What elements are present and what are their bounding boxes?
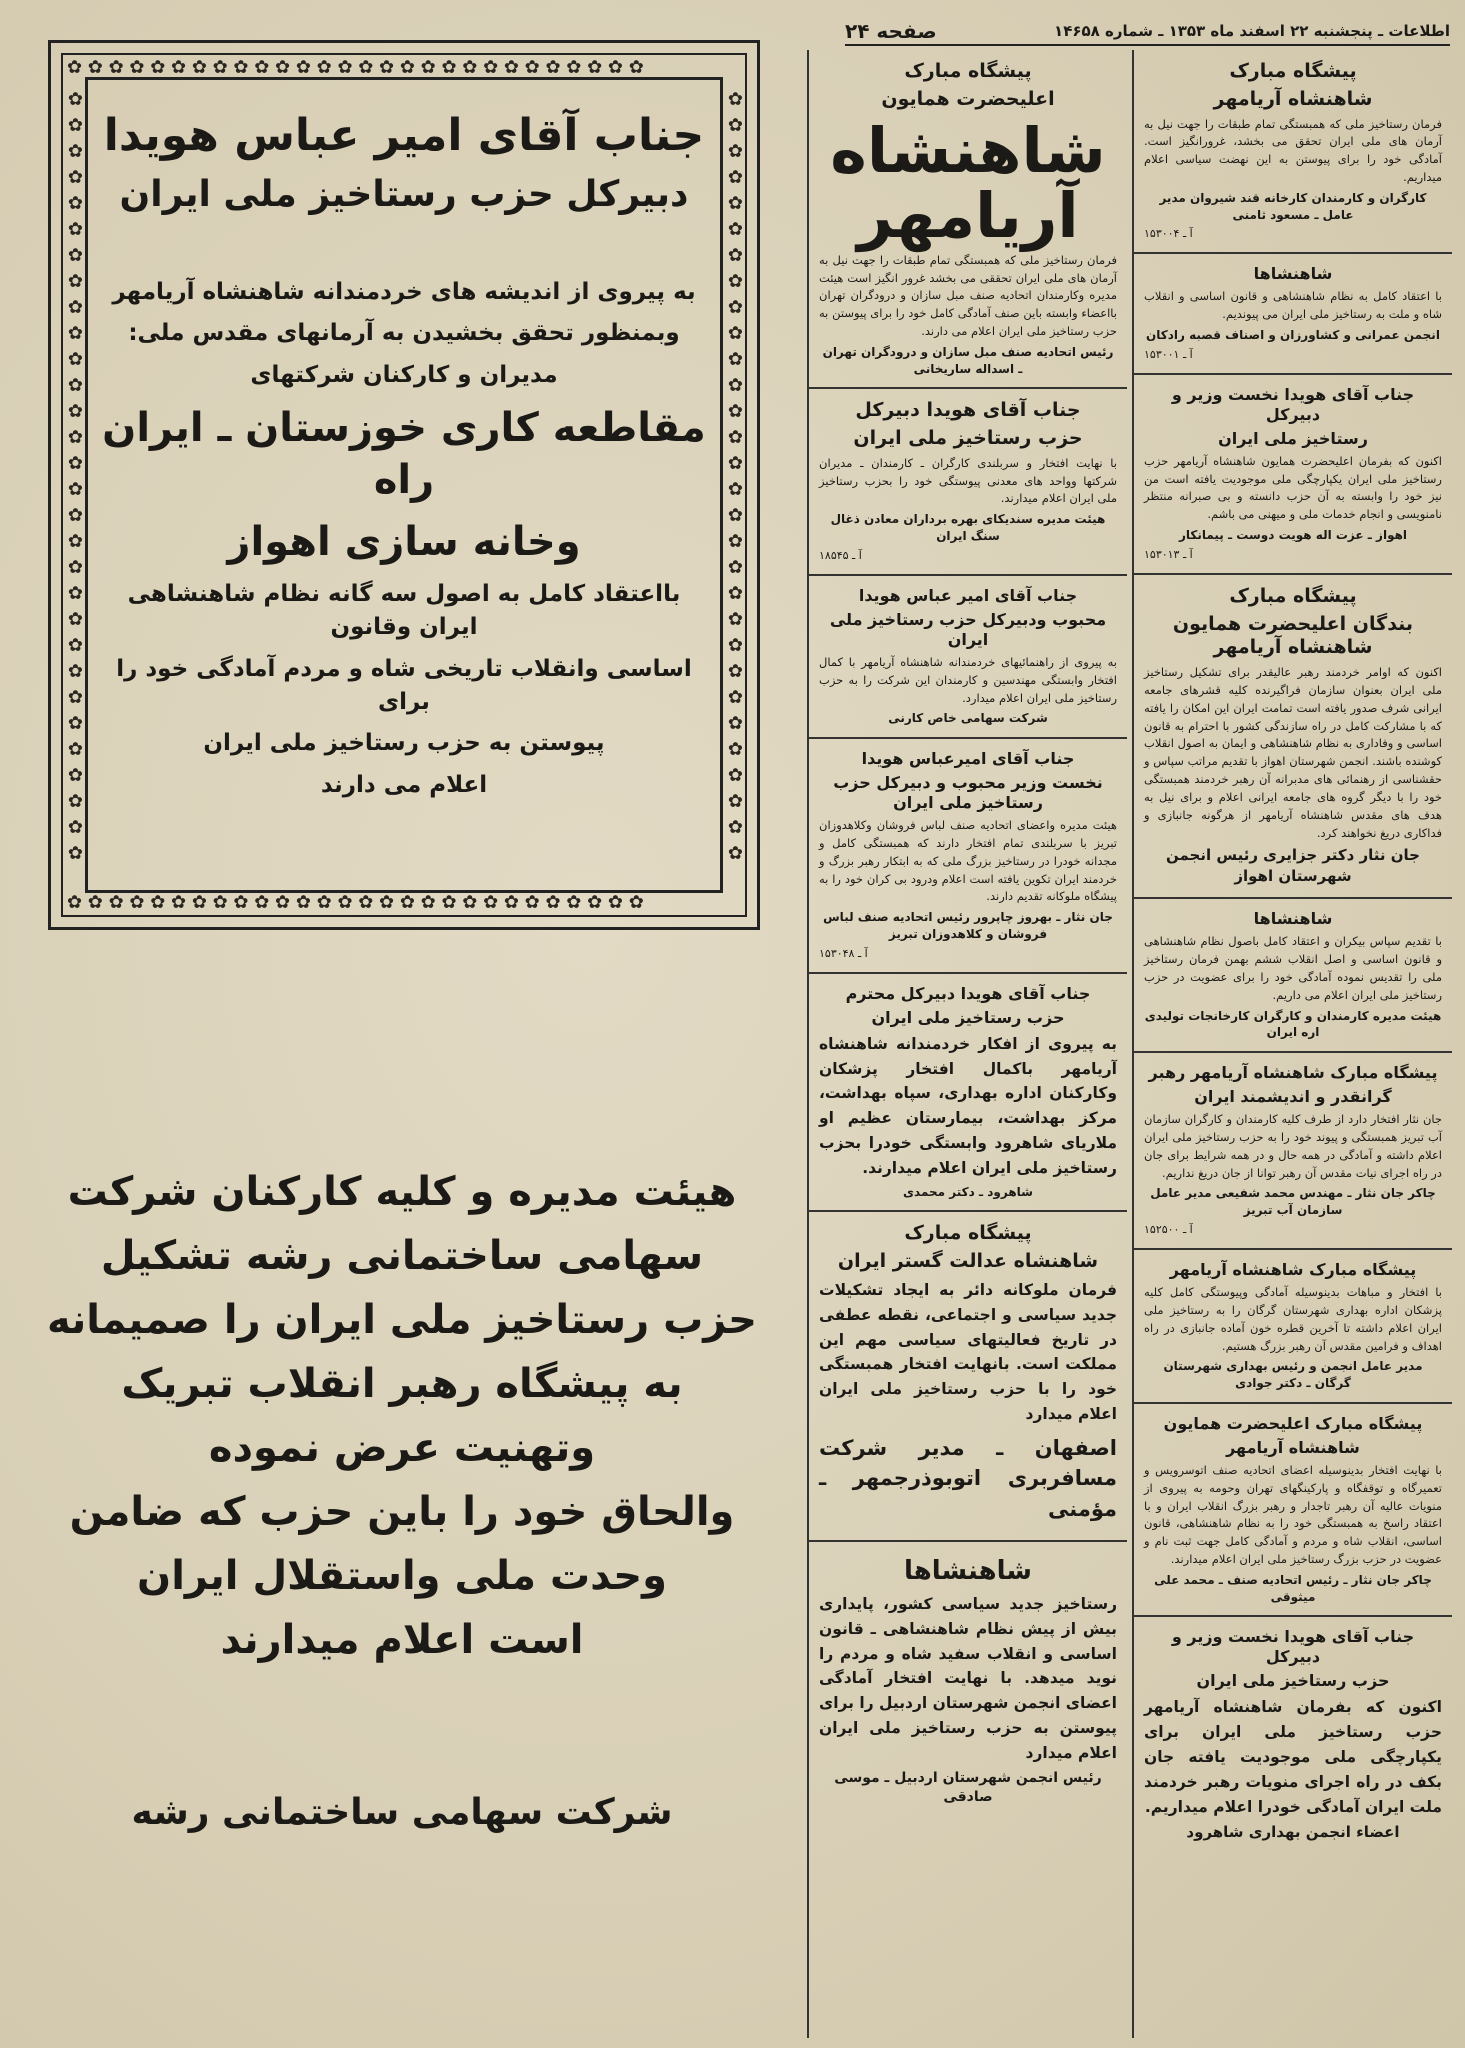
framed-content <box>85 77 723 893</box>
announcement-body: به پیروی از راهنمائیهای خردمندانه شاهنشاه آریامهر با کمال افتخار وابستگی مهندسین و کارمندان این شرکت را به حزب رستاخیز ملی ایران اعلام میدارد. <box>819 654 1117 705</box>
announcement-code: آ ـ ۱۵۲۵۰۰ <box>1144 1223 1193 1237</box>
middle-column <box>807 50 1127 2038</box>
announcement-signature: چاکر جان نثار ـ مهندس محمد شفیعی مدیر عامل سازمان آب تبریز <box>1150 1186 1436 1218</box>
announcement-signature: اهواز ـ عزت اله هویت دوست ـ پیمانکار <box>1178 528 1408 543</box>
box2-line: سهامی ساختمانی رشه تشکیل <box>100 1233 704 1279</box>
announcement-signature: هیئت مدیره سندیکای بهره برداران معادن ذغال سنگ ایران <box>830 512 1106 544</box>
masthead <box>845 18 1450 46</box>
ornament-icon: ✿ ✿ ✿ ✿ ✿ ✿ ✿ ✿ ✿ ✿ ✿ ✿ ✿ ✿ ✿ ✿ ✿ ✿ ✿ ✿ ✿ ✿ ✿ ✿ ✿ ✿ ✿ ✿ ✿ ✿ <box>727 89 743 864</box>
announcement <box>1134 50 1452 254</box>
announcement-body: اکنون که بفرمان شاهنشاه آریامهر حزب رستاخیز ملی ایران برای یکپارچگی ملی موجودیت یافته جان بکف در راه اجرای منویات رهبر خردمند ملت ایران آمادگی خودرا اعلام میداریم. <box>1144 1698 1442 1816</box>
announcement-body: رستاخیز جدید سیاسی کشور، پایداری بیش از پیش نظام شاهنشاهی ـ قانون اساسی و انقلاب سفید شاه و مردم را نوید میدهد. با نهایت افتخار آمادگی اعضای انجمن شهرستان اردبیل را برای پیوستن به حزب رستاخیز ملی ایران اعلام میدارد <box>819 1595 1117 1762</box>
box2-line: وحدت ملی واستقلال ایران <box>137 1553 667 1599</box>
announcement-subtitle: محبوب ودبیرکل حزب رستاخیز ملی ایران <box>829 609 1107 649</box>
announcement <box>1134 1250 1452 1404</box>
announcement-body: به پیروی از افکار خردمندانه شاهنشاه آریامهر باکمال افتخار پزشکان وکارکنان اداره بهداری، سپاه بهداشت، مرکز بهداشت، بیمارستان عظیم او ملاریای شاهرود وابستگی خودرا بحزب رستاخیز ملی ایران اعلام میدارند. <box>819 1034 1117 1177</box>
ornament-icon: ✿ ✿ ✿ ✿ ✿ ✿ ✿ ✿ ✿ ✿ ✿ ✿ ✿ ✿ ✿ ✿ ✿ ✿ ✿ ✿ ✿ ✿ ✿ ✿ ✿ ✿ ✿ ✿ <box>67 57 644 78</box>
box1-line: وبمنظور تحقق بخشیدن به آرمانهای مقدس ملی: <box>128 320 680 347</box>
announcement-subtitle: بندگان اعلیحضرت همایون شاهنشاه آریامهر <box>1172 612 1414 659</box>
announcement-title: جناب آقای هویدا دبیرکل محترم <box>845 983 1091 1003</box>
ornament-icon: ✿ ✿ ✿ ✿ ✿ ✿ ✿ ✿ ✿ ✿ ✿ ✿ ✿ ✿ ✿ ✿ ✿ ✿ ✿ ✿ ✿ ✿ ✿ ✿ ✿ ✿ ✿ ✿ <box>67 892 644 913</box>
announcement-title: شاهنشاها <box>1253 909 1333 929</box>
announcement-subtitle: اعلیحضرت همایون <box>881 87 1055 110</box>
page-number: صفحه ۲۴ <box>845 19 937 43</box>
announcement <box>1134 254 1452 374</box>
announcement <box>809 389 1127 576</box>
announcement-signature: هیئت مدیره کارمندان و کارگران کارخانجات تولیدی اره ایران <box>1144 1008 1442 1040</box>
announcement-body: فرمان ملوکانه دائر به ایجاد تشکیلات جدید سیاسی و اجتماعی، نقطه عطفی در تاریخ فعالیتهای سیاسی مهم این مملکت است. بانهایت افتخار همبستگی خود را با حزب رستاخیز ملی ایران اعلام میدارد <box>819 1280 1117 1423</box>
masthead-info: اطلاعات ـ پنجشنبه ۲۲ اسفند ماه ۱۳۵۳ ـ شماره ۱۴۶۵۸ <box>1054 22 1450 40</box>
announcement <box>1134 1053 1452 1250</box>
announcement <box>1134 1404 1452 1617</box>
announcement-title: شاهنشاها <box>904 1556 1032 1587</box>
announcement-subtitle: شاهنشاه عدالت گستر ایران <box>837 1250 1099 1273</box>
announcement <box>809 974 1127 1213</box>
announcement-code: آ ـ ۱۵۳۰۰۱ <box>1144 347 1193 361</box>
announcement-code: آ ـ ۱۵۳۰۱۳ <box>1144 547 1193 561</box>
announcement-signature: اصفهان ـ مدیر شرکت مسافربری اتوبوذرجمهر ـ مؤمنی <box>819 1435 1117 1521</box>
announcement-subtitle: رستاخیز ملی ایران <box>1218 428 1368 448</box>
box1-line: بااعتقاد کامل به اصول سه گانه نظام شاهنشاهی ایران وقانون <box>127 581 681 641</box>
announcement-title: پیشگاه مبارک <box>904 60 1032 82</box>
announcement <box>809 1212 1127 1542</box>
announcement-subtitle: حزب رستاخیز ملی ایران <box>853 427 1083 450</box>
box1-company: مقاطعه کاری خوزستان ـ ایران راه <box>102 405 706 504</box>
ornament-icon: ✿ ✿ ✿ ✿ ✿ ✿ ✿ ✿ ✿ ✿ ✿ ✿ ✿ ✿ ✿ ✿ ✿ ✿ ✿ ✿ ✿ ✿ ✿ ✿ ✿ ✿ ✿ ✿ ✿ ✿ <box>67 89 83 864</box>
framed-announcement <box>48 40 760 930</box>
announcement-signature: جان نثار ـ بهروز چاپرور رئیس اتحادیه صنف لباس فروشان و کلاهدوزان تبریز <box>823 910 1113 942</box>
announcement-title: شاهنشاها <box>1253 264 1333 284</box>
announcement-subtitle: حزب رستاخیز ملی ایران <box>871 1007 1065 1027</box>
announcement-signature: شرکت سهامی خاص کارنی <box>888 711 1048 726</box>
box2-line: حزب رستاخیز ملی ایران را صمیمانه <box>47 1297 757 1343</box>
announcement-title: جناب آقای هویدا نخست وزیر و دبیرکل <box>1171 384 1415 424</box>
announcement-body: اکنون که بفرمان اعلیحضرت همایون شاهنشاه آریامهر حزب رستاخیز ملی ایران یکپارچگی ملی موجودیت یافته است من نیز خود را وابسته به آن حزب دانسته و بی صبرانه منتظر نامنویسی و انجام خدمات ملی و میهنی می باشم. <box>1144 453 1442 522</box>
announcement-body: اکنون که اوامر خردمند رهبر عالیقدر برای تشکیل رستاخیز ملی ایران بعنوان سازمان فراگیرنده کلیه قشرهای جامعه ایرانی شرف صدور یافته است تمامت ایران این امکان را یافته که با مشارکت کامل در راه سازندگی کشور با احترام به قانون اساسی و وفاداری به نظام شاهنشاهی و ایمان به اصول انقلاب کوشنده باشند. انجمن شهرستان اهواز با تقدیم مراتب سپاس و حقشناسی از رهنمائی های مدبرانه آن رهبر خردمند همبستگی خود را با دیگر گروه های جامعه ایرانی اعلام و برای نیل به هدف های مقدس شاهنشاه آریامهر از هرگونه جانبازی و فداکاری دریغ نخواهند کرد. <box>1144 665 1442 840</box>
company-announcement <box>22 945 782 2030</box>
announcement-signature: انجمن عمرانی و کشاورزان و اصناف قصبه رادکان <box>1146 328 1440 343</box>
box1-company: وخانه سازی اهواز <box>227 519 581 566</box>
announcement-subtitle: شاهنشاه آریامهر <box>1226 1437 1360 1457</box>
announcement-title: پیشگاه مبارک شاهنشاه آریامهر <box>1169 1260 1417 1280</box>
announcement-body: با افتخار و مباهات بدینوسیله آمادگی وپیوستگی کامل کلیه پزشکان اداره بهداری شهرستان گرگان را به رستاخیز ملی ایران اعلام داشته تا آخرین قطره خون آماده جانبازی در راه اهداف و فرامین مقدس آن رهبر بزرگ هستیم. <box>1144 1285 1442 1353</box>
announcement-subtitle: گرانقدر و اندیشمند ایران <box>1194 1087 1392 1107</box>
announcement <box>809 739 1127 974</box>
announcement-subtitle: نخست وزیر محبوب و دبیرکل حزب رستاخیز ملی ایران <box>833 773 1103 813</box>
announcement-title: پیشگاه مبارک <box>1229 60 1357 82</box>
announcement-signature: جان نثار دکتر جزایری رئیس انجمن شهرستان اهواز <box>1166 846 1420 886</box>
announcement-shahanshah <box>809 50 1127 389</box>
announcement-body: با اعتقاد کامل به نظام شاهنشاهی و قانون اساسی و انقلاب شاه و ملت به رستاخیز ملی ایران می پیوندیم. <box>1144 289 1442 322</box>
announcement-body: هیئت مدیره واعضای اتحادیه صنف لباس فروشان وکلاهدوزان تبریز با سربلندی تمام افتخار دارند که همبستگی کامل و مجدانه خودرا در رستاخیز بزرگ ملی که به ابتکار رهبر بزرگ و خردمند ایران تکوین یافته است اعلام ودرود بی کران خود را به پیشگاه ملوکانه تقدیم دارند. <box>819 818 1117 904</box>
announcement-signature: چاکر جان نثار ـ رئیس اتحادیه صنف ـ محمد علی میثوقی <box>1154 1572 1432 1604</box>
announcement <box>1134 1617 1452 1853</box>
announcement <box>1134 575 1452 899</box>
announcement-signature: کارگران و کارمندان کارخانه قند شیروان مدیر عامل ـ مسعود ثامنی <box>1159 190 1427 222</box>
announcement-title: پیشگاه مبارک شاهنشاه آریامهر رهبر <box>1148 1063 1438 1083</box>
announcement <box>1134 899 1452 1053</box>
announcement-signature: رئیس انجمن شهرستان اردبیل ـ موسی صادقی <box>834 1769 1102 1806</box>
box1-line: پیوستن به حزب رستاخیز ملی ایران <box>203 730 605 757</box>
box2-line: والحاق خود را باین حزب که ضامن <box>69 1489 735 1535</box>
announcement-title: پیشگاه مبارک <box>1229 584 1357 607</box>
announcement-body: با تقدیم سپاس بیکران و اعتقاد کامل باصول نظام شاهنشاهی و قانون اساسی و اصل انقلاب ششم بهمن فرمان رستاخیز ملی را تقدیس نموده آمادگی خود را برای عضویت در حزب رستاخیز ملی ایران اعلام می داریم. <box>1144 934 1442 1002</box>
announcement-body: جان نثار افتخار دارد از طرف کلیه کارمندان و کارگران سازمان آب تبریز همبستگی و پیوند خود را به حزب رستاخیز ملی ایران اعلام داشته و آمادگی در همه حال و در همه شرایط برای جان در راه اجرای نیات مقدس آن رهبر توانا از جان دریغ نداریم. <box>1144 1112 1442 1180</box>
announcement-body: فرمان رستاخیز ملی که همبستگی تمام طبقات را جهت نیل به آرمان های ملی ایران تحققی می بخشد غرور انگیز است هیئت مدیره وکارمندان اتحادیه صنف مبل سازان و درودگران تهران بااعضاء وابسته باین صنف آمادگی کامل خود را برای پیوستن به حزب رستاخیز ملی ایران اعلام می دارند. <box>819 252 1117 338</box>
box2-line: وتهنیت عرض نموده <box>208 1425 596 1471</box>
box2-line: است اعلام میدارند <box>220 1617 584 1663</box>
announcement <box>809 576 1127 739</box>
box2-line: به پیشگاه رهبر انقلاب تبریک <box>121 1361 683 1407</box>
box2-line: هیئت مدیره و کلیه کارکنان شرکت <box>67 1169 737 1215</box>
announcement-code: آ ـ ۱۸۵۴۵ <box>819 548 862 562</box>
announcement-title: پیشگاه مبارک <box>904 1222 1032 1245</box>
box2-footer: شرکت سهامی ساختمانی رشه <box>131 1792 673 1833</box>
announcement-body: فرمان رستاخیز ملی که همبستگی تمام طبقات را جهت نیل به آرمان های ملی ایران تحقق می بخشد، غرورانگیز است. آمادگی خود را برای پیوستن به این نهضت سیاسی اعلام میداریم. <box>1144 116 1442 184</box>
announcement-title: جناب آقای هویدا نخست وزیر و دبیرکل <box>1171 1627 1415 1667</box>
right-column <box>1132 50 1452 2038</box>
announcement <box>809 1542 1127 1818</box>
announcement-body: با نهایت افتخار و سربلندی کارگران ـ کارمندان ـ مدیران شرکتها وواحد های معدنی پیوستگی خود را بحزب رستاخیز ملی ایران اعلام میدارند. <box>819 455 1117 506</box>
announcement-code: آ ـ ۱۵۳۰۴۸ <box>819 946 868 960</box>
announcement-subtitle: حزب رستاخیز ملی ایران <box>1196 1671 1390 1691</box>
box1-line: اعلام می دارند <box>320 771 488 798</box>
announcement-signature: مدیر عامل انجمن و رئیس بهداری شهرستان گرگان ـ دکتر جوادی <box>1163 1359 1423 1391</box>
announcement-signature: رئیس اتحادیه صنف مبل سازان و درودگران تهران ـ اسداله ساریخانی <box>822 344 1114 376</box>
announcement-title: جناب آقای امیر عباس هویدا <box>858 585 1078 605</box>
shahanshah-heading: شاهنشاه آریامهر <box>830 113 1106 252</box>
box1-line: مدیران و کارکنان شرکتهای <box>250 361 558 388</box>
box1-subtitle: دبیرکل حزب رستاخیز ملی ایران <box>119 173 689 215</box>
announcement-body: با نهایت افتخار بدینوسیله اعضای اتحادیه صنف اتوسرویس و تعمیرگاه و توقفگاه و پارکینگهای تهران وحومه به پیروی از منویات عالیه آن رهبر تاجدار و رهبر بزرگ انقلاب ایران و با اعتقاد راسخ به همبستگی خود را به نظام شاهنشاهی، قانون اساسی، انقلاب شاه و مردم و آمادگی کامل جهت ثبت نام و عضویت در حزب بزرگ رستاخیز ملی ایران اعلام میدارند. <box>1144 1462 1442 1566</box>
announcement-title: جناب آقای هویدا دبیرکل <box>855 399 1081 422</box>
box1-line: اساسی وانقلاب تاریخی شاه و مردم آمادگی خود را برای <box>116 655 692 716</box>
announcement <box>1134 375 1452 575</box>
announcement-subtitle: شاهنشاه آریامهر <box>1213 87 1373 110</box>
announcement-title: جناب آقای امیرعباس هویدا <box>861 749 1075 769</box>
announcement-signature: شاهرود ـ دکتر محمدی <box>903 1184 1033 1199</box>
announcement-title: پیشگاه مبارک اعلیحضرت همایون <box>1163 1413 1423 1433</box>
announcement-code: آ ـ ۱۵۳۰۰۴ <box>1144 227 1193 241</box>
box1-title: جناب آقای امیر عباس هویدا <box>103 110 705 161</box>
box1-line: به پیروی از اندیشه های خردمندانه شاهنشاه آریامهر <box>112 278 696 305</box>
announcement-signature: اعضاء انجمن بهداری شاهرود <box>1186 1823 1400 1842</box>
